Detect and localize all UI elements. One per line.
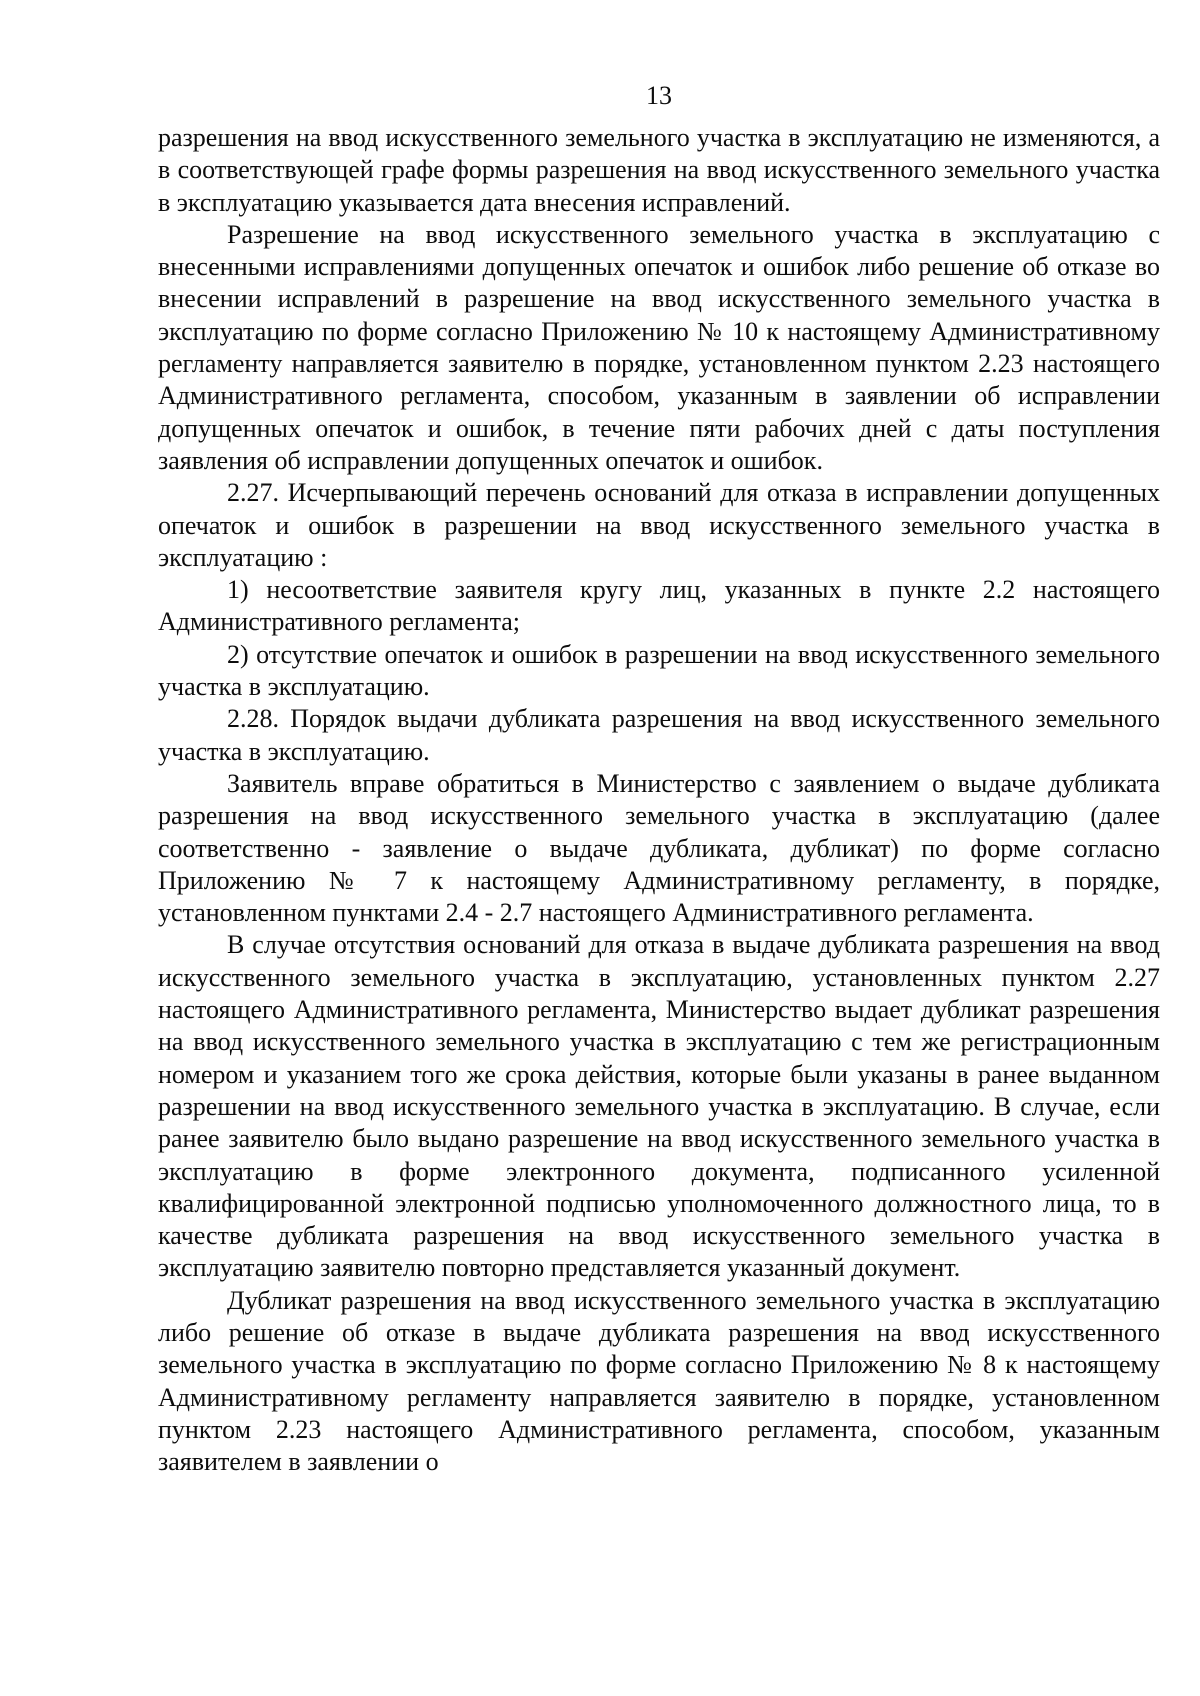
- paragraph-duplicate-delivery: Дубликат разрешения на ввод искусственного земельного участка в эксплуатацию либо решение об отказе в выдаче дубликата разрешения на ввод искусственного земельного участка в эксплуатацию по форме согласно Приложению № 8 к настоящему Административному регламенту направляется заявителю в порядке, установленном пунктом 2.23 настоящего Административного регламента, способом, указанным заявителем в заявлении о: [158, 1285, 1160, 1477]
- list-item-2: 2) отсутствие опечаток и ошибок в разрешении на ввод искусственного земельного участка в эксплуатацию.: [158, 639, 1160, 702]
- paragraph-section-2-27: 2.27. Исчерпывающий перечень оснований для отказа в исправлении допущенных опечаток и ошибок в разрешении на ввод искусственного земельного участка в эксплуатацию :: [158, 478, 1160, 572]
- list-item-1: 1) несоответствие заявителя кругу лиц, указанных в пункте 2.2 настоящего Административного регламента;: [158, 575, 1160, 637]
- paragraph-duplicate-application: Заявитель вправе обратиться в Министерство с заявлением о выдаче дубликата разрешения на ввод искусственного земельного участка в эксплуатацию (далее соответственно - заявление о выдаче дубликата, дубликат) по форме согласно Приложению № 7 к настоящему Административному регламенту, в порядке, установленном пунктами 2.4 - 2.7 настоящего Административного регламента.: [158, 768, 1160, 928]
- paragraph-corrected-permit-delivery: Разрешение на ввод искусственного земельного участка в эксплуатацию с внесенными исправлениями допущенных опечаток и ошибок либо решение об отказе во внесении исправлений в разрешение на ввод искусственного земельного участка в эксплуатацию по форме согласно Приложению № 10 к настоящему Административному регламенту направляется заявителю в порядке, установленном пунктом 2.23 настоящего Административного регламента, способом, указанным в заявлении об исправлении допущенных опечаток и ошибок, в течение пяти рабочих дней с даты поступления заявления об исправлении допущенных опечаток и ошибок.: [158, 219, 1160, 475]
- paragraph-continued: разрешения на ввод искусственного земельного участка в эксплуатацию не изменяются, а в соответствующей графе формы разрешения на ввод искусственного земельного участка в эксплуатацию указывается дата внесения исправлений.: [158, 123, 1160, 217]
- paragraph-duplicate-issuance: В случае отсутствия оснований для отказа в выдаче дубликата разрешения на ввод искусственного земельного участка в эксплуатацию, установленных пунктом 2.27 настоящего Административного регламента, Министерство выдает дубликат разрешения на ввод искусственного земельного участка в эксплуатацию с тем же регистрационным номером и указанием того же срока действия, которые были указаны в ранее выданном разрешении на ввод искусственного земельного участка в эксплуатацию. В случае, если ранее заявителю было выдано разрешение на ввод искусственного земельного участка в эксплуатацию в форме электронного документа, подписанного усиленной квалифицированной электронной подписью уполномоченного должностного лица, то в качестве дубликата разрешения на ввод искусственного земельного участка в эксплуатацию заявителю повторно представляется указанный документ.: [158, 930, 1160, 1283]
- page-number: 13: [646, 81, 672, 110]
- paragraph-section-2-28: 2.28. Порядок выдачи дубликата разрешения на ввод искусственного земельного участка в эксплуатацию.: [158, 704, 1160, 766]
